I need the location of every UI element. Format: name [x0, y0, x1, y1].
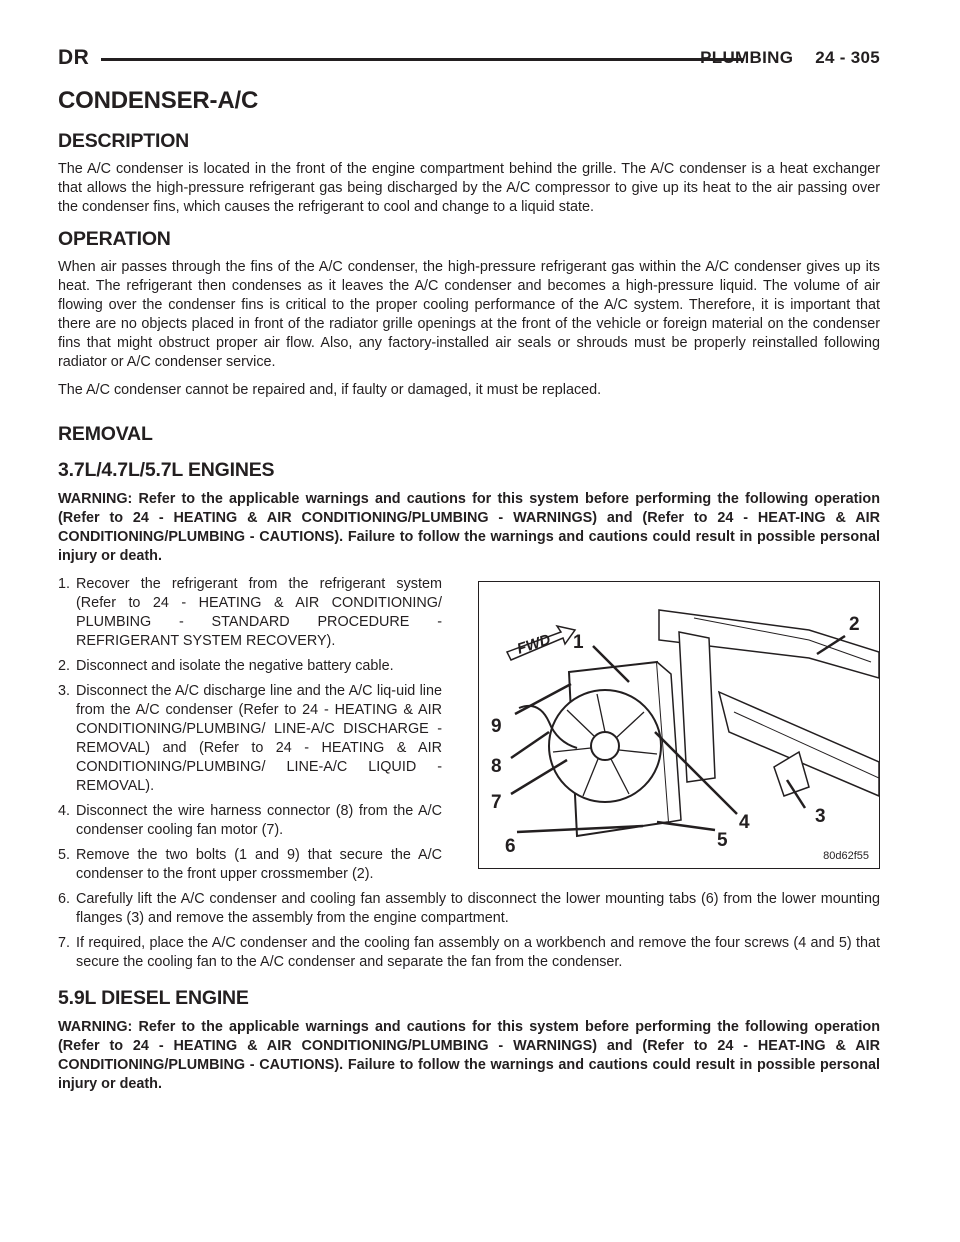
- condenser-figure: [478, 581, 880, 869]
- header-page-number: 24 - 305: [815, 48, 880, 67]
- diesel-heading: 5.9L DIESEL ENGINE: [58, 987, 249, 1009]
- header-section: PLUMBING: [700, 48, 794, 67]
- figure-caption: 80d62f55: [823, 850, 869, 862]
- callout-5: 5: [717, 830, 728, 851]
- operation-paragraph-2: The A/C condenser cannot be repaired and, if faulty or damaged, it must be replaced.: [58, 382, 602, 398]
- callout-3: 3: [815, 806, 826, 827]
- removal-steps-wide: [58, 890, 880, 972]
- removal-step: 6. Carefully lift the A/C condenser and cooling fan assembly to disconnect the lower mounting tabs (6) from the lower mounting flanges (3) and remove the assembly from the engine compartment.: [58, 891, 880, 926]
- removal-step: 2. Disconnect and isolate the negative battery cable.: [58, 658, 394, 674]
- header-rule: [101, 58, 744, 61]
- operation-heading: OPERATION: [58, 228, 171, 250]
- description-heading: DESCRIPTION: [58, 130, 190, 152]
- fwd-label: FWD: [514, 631, 553, 658]
- operation-paragraph-1: When air passes through the fins of the A/C condenser, the high-pressure refrigerant gas within the A/C condenser gives up its heat. The refrigerant then condenses as it leaves the A/C condenser and becomes a high-pressure liquid. The volume of air flowing over the condenser fins is critical to the proper cooling performance of the A/C system. Therefore, it is important that there are no objects placed in front of the radiator grille openings at the front of the vehicle or foreign material on the condenser fins that might obstruct proper air flow. Also, any factory-installed air seals or shrouds must be properly reinstalled following radiator or A/C condenser service.: [58, 259, 880, 370]
- callout-6: 6: [505, 836, 516, 857]
- page-title: CONDENSER-A/C: [58, 87, 259, 114]
- removal-step: 4. Disconnect the wire harness connector (8) from the A/C condenser cooling fan motor (7).: [58, 803, 442, 838]
- removal-step: 1. Recover the refrigerant from the refrigerant system (Refer to 24 - HEATING & AIR CONDITIONING/ PLUMBING - STANDARD PROCEDURE - REFRIGERANT SYSTEM RECOVERY).: [58, 576, 442, 649]
- removal-warning: WARNING: Refer to the applicable warnings and cautions for this system before performing the following operation (Refer to 24 - HEATING & AIR CONDITIONING/PLUMBING - WARNINGS) and (Refer to 24 - HEAT-ING & AIR CONDITIONING/PLUMBING - CAUTIONS). Failure to follow the warnings and cautions could result in possible personal injury or death.: [58, 491, 880, 564]
- condenser-illustration: [479, 582, 879, 868]
- removal-procedure: [58, 575, 880, 972]
- diesel-warning: WARNING: Refer to the applicable warnings and cautions for this system before performing the following operation (Refer to 24 - HEATING & AIR CONDITIONING/PLUMBING - WARNINGS) and (Refer to 24 - HEAT-ING & AIR CONDITIONING/PLUMBING - CAUTIONS). Failure to follow the warnings and cautions could result in possible personal injury or death.: [58, 1019, 880, 1092]
- removal-step: 5. Remove the two bolts (1 and 9) that secure the A/C condenser to the front upper crossmember (2).: [58, 847, 442, 882]
- header-right: [700, 46, 880, 70]
- callout-8: 8: [491, 756, 502, 777]
- callout-7: 7: [491, 792, 502, 813]
- removal-step: 3. Disconnect the A/C discharge line and the A/C liq-uid line from the A/C condenser (Refer to 24 - HEATING & AIR CONDITIONING/PLUMBING/ LINE-A/C DISCHARGE - REMOVAL) and (Refer to 24 - HEATING & AIR CONDITIONING/PLUMBING/ LINE-A/C LIQUID - REMOVAL).: [58, 683, 442, 794]
- page-content: [58, 86, 880, 1103]
- callout-1: 1: [573, 632, 584, 653]
- engines-heading: 3.7L/4.7L/5.7L ENGINES: [58, 459, 275, 481]
- removal-heading: REMOVAL: [58, 423, 153, 445]
- description-text: The A/C condenser is located in the front of the engine compartment behind the grille. The A/C condenser is a heat exchanger that allows the high-pressure refrigerant gas being discharged by the A/C compressor to give up its heat to the air passing over the condenser fins, which causes the refrigerant to cool and change to a liquid state.: [58, 161, 880, 215]
- callout-4: 4: [739, 812, 750, 833]
- removal-step: 7. If required, place the A/C condenser and the cooling fan assembly on a workbench and remove the four screws (4 and 5) that secure the cooling fan to the A/C condenser and separate the fan from the condenser.: [58, 935, 880, 970]
- callout-2: 2: [849, 614, 860, 635]
- page-header: [58, 46, 880, 70]
- callout-9: 9: [491, 716, 502, 737]
- header-model: DR: [58, 46, 90, 69]
